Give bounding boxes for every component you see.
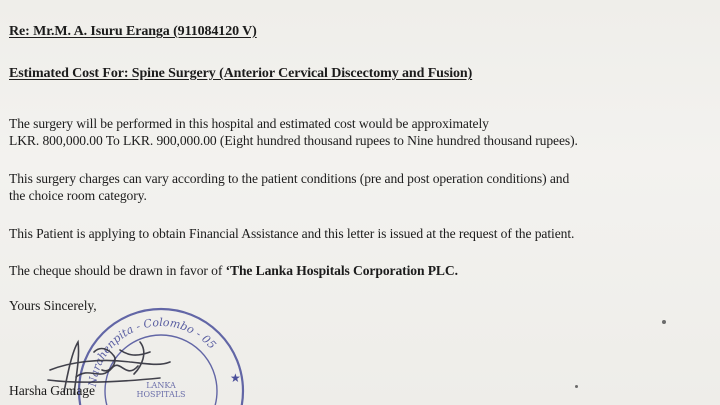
paragraph-2-line-2: the choice room category.	[9, 188, 147, 203]
paragraph-1-line-2: LKR. 800,000.00 To LKR. 900,000.00 (Eight hundred thousand rupees to Nine hundred thousand rupees).	[9, 133, 578, 148]
seal-inner-text-1: LANKA	[146, 381, 176, 390]
paper-speck	[575, 385, 578, 388]
payee-name: ‘The Lanka Hospitals Corporation PLC.	[225, 263, 458, 278]
paragraph-3: This Patient is applying to obtain Financial Assistance and this letter is issued at the request of the patient.	[9, 226, 575, 241]
paragraph-2-line-1: This surgery charges can vary according to the patient conditions (pre and post operation conditions) and	[9, 171, 570, 186]
paper-speck	[662, 320, 666, 324]
paragraph-1-line-1: The surgery will be performed in this hospital and estimated cost would be approximately	[9, 116, 489, 131]
re-line: Re: Mr.M. A. Isuru Eranga (911084120 V)	[9, 24, 257, 39]
paragraph-4	[9, 263, 458, 279]
cheque-instruction: The cheque should be drawn in favor of	[9, 263, 226, 278]
estimated-cost-line: Estimated Cost For: Spine Surgery (Anterior Cervical Discectomy and Fusion)	[9, 66, 473, 81]
seal-star-icon: ★	[230, 371, 241, 385]
seal-inner-text-2: HOSPITALS	[136, 390, 186, 399]
seal-ring-text: Narahenpita - Colombo - 05	[86, 315, 219, 388]
closing-salutation: Yours Sincerely,	[9, 298, 97, 313]
signatory-name: Harsha Gamage	[9, 383, 95, 398]
